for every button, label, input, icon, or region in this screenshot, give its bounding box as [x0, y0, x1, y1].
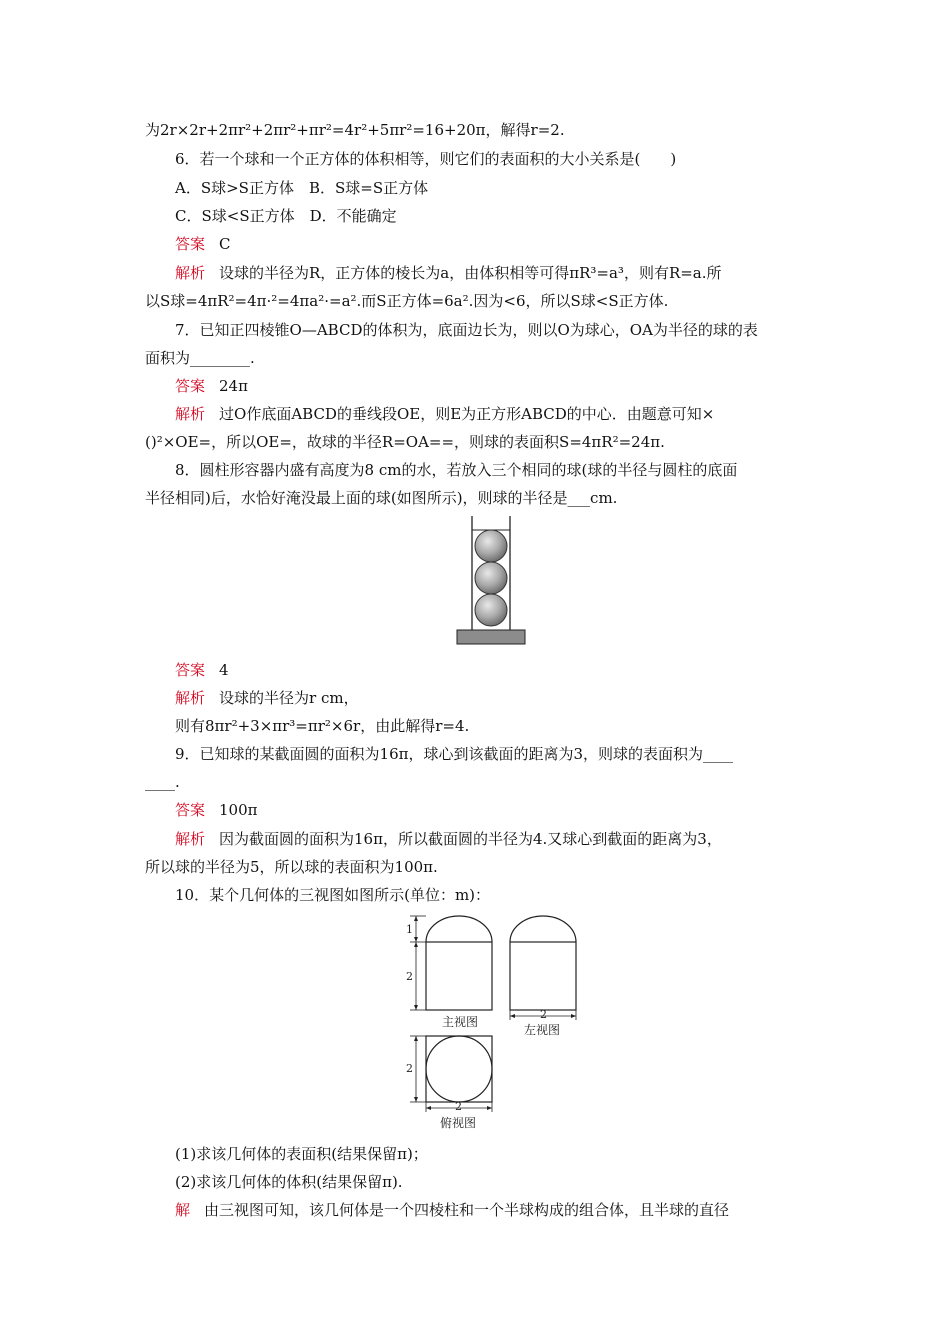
dim-label: 2 — [540, 1008, 547, 1021]
front-view — [406, 916, 492, 1029]
dim-label: 2 — [406, 1062, 413, 1075]
solution-label: 解 — [175, 1201, 191, 1219]
question-6: 6．若一个球和一个正方体的体积相等，则它们的表面积的大小关系是( ) — [175, 150, 677, 168]
dim-label: 2 — [455, 1100, 462, 1113]
answer-9 — [175, 800, 840, 820]
explanation-text: 因为截面圆的面积为16π，所以截面圆的半径为4.又球心到截面的距离为3， — [219, 830, 722, 848]
explanation-label: 解析 — [175, 830, 206, 848]
question-7: 7．已知正四棱锥O—ABCD的体积为，底面边长为，则以O为球心，OA为半径的球的表 — [175, 321, 758, 339]
explanation-8 — [175, 688, 840, 708]
solution-10 — [175, 1200, 840, 1220]
question-10-part-1: (1)求该几何体的表面积(结果保留π)； — [175, 1145, 428, 1163]
answer-6 — [175, 234, 840, 254]
question-10-part-2: (2)求该几何体的体积(结果保留π). — [175, 1173, 403, 1191]
base-platform — [457, 630, 525, 644]
answer-7 — [175, 376, 840, 396]
answer-label: 答案 — [175, 235, 206, 253]
explanation-9-cont: 所以球的半径为5，所以球的表面积为100π. — [145, 858, 438, 876]
answer-value: 24π — [219, 377, 248, 395]
explanation-text: 设球的半径为r cm， — [219, 689, 359, 707]
side-view — [510, 916, 576, 1037]
answer-label: 答案 — [175, 801, 206, 819]
dim-label: 2 — [406, 970, 413, 983]
question-6-options-cd: C．S球<S正方体 D．不能确定 — [175, 207, 397, 225]
answer-value: 4 — [219, 661, 229, 679]
explanation-text: 设球的半径为R，正方体的棱长为a，由体积相等可得πR³=a³，则有R=a.所 — [219, 264, 722, 282]
question-8-cont: 半径相同)后，水恰好淹没最上面的球(如图所示)，则球的半径是___cm. — [145, 489, 618, 507]
sphere-bottom — [475, 594, 507, 626]
question-8: 8．圆柱形容器内盛有高度为8 cm的水，若放入三个相同的球(球的半径与圆柱的底面 — [175, 461, 738, 479]
dim-label: 1 — [406, 923, 413, 936]
explanation-label: 解析 — [175, 405, 206, 423]
sphere-top — [475, 530, 507, 562]
question-7-cont: 面积为________. — [145, 349, 255, 367]
top-view — [406, 1036, 492, 1130]
three-views-figure — [398, 912, 580, 1134]
answer-label: 答案 — [175, 661, 206, 679]
explanation-text: 过O作底面ABCD的垂线段OE，则E为正方形ABCD的中心．由题意可知× — [219, 405, 715, 423]
question-6-options-ab: A．S球>S正方体 B．S球=S正方体 — [175, 179, 429, 197]
front-view-caption: 主视图 — [442, 1015, 479, 1029]
explanation-7-cont: ()²×OE=，所以OE=，故球的半径R=OA==，则球的表面积S=4πR²=24π. — [145, 433, 665, 451]
question-9: 9．已知球的某截面圆的面积为16π，球心到该截面的距离为3，则球的表面积为____ — [175, 745, 734, 763]
question-10: 10．某个几何体的三视图如图所示(单位：m)： — [175, 886, 491, 904]
explanation-8-cont: 则有8πr²+3×πr³=πr²×6r，由此解得r=4. — [175, 717, 470, 735]
answer-8 — [175, 660, 840, 680]
sphere-middle — [475, 562, 507, 594]
explanation-label: 解析 — [175, 689, 206, 707]
explanation-7 — [175, 404, 840, 424]
side-view-caption: 左视图 — [524, 1023, 561, 1037]
answer-label: 答案 — [175, 377, 206, 395]
top-view-caption: 俯视图 — [440, 1116, 477, 1130]
explanation-label: 解析 — [175, 264, 206, 282]
question-9-cont: ____. — [145, 773, 180, 791]
answer-value: C — [219, 235, 231, 253]
answer-value: 100π — [219, 801, 258, 819]
solution-text: 由三视图可知，该几何体是一个四棱柱和一个半球构成的组合体，且半球的直径 — [204, 1201, 730, 1219]
explanation-6-cont: 以S球=4πR²=4π·²=4πa²·=a².而S正方体=6a².因为<6，所以S球<S正方体. — [145, 292, 669, 310]
text-line: 为2r×2r+2πr²+2πr²+πr²=4r²+5πr²=16+20π，解得r=2. — [145, 121, 565, 139]
cylinder-spheres-figure — [455, 514, 527, 646]
explanation-6 — [175, 263, 840, 283]
explanation-9 — [175, 829, 840, 849]
